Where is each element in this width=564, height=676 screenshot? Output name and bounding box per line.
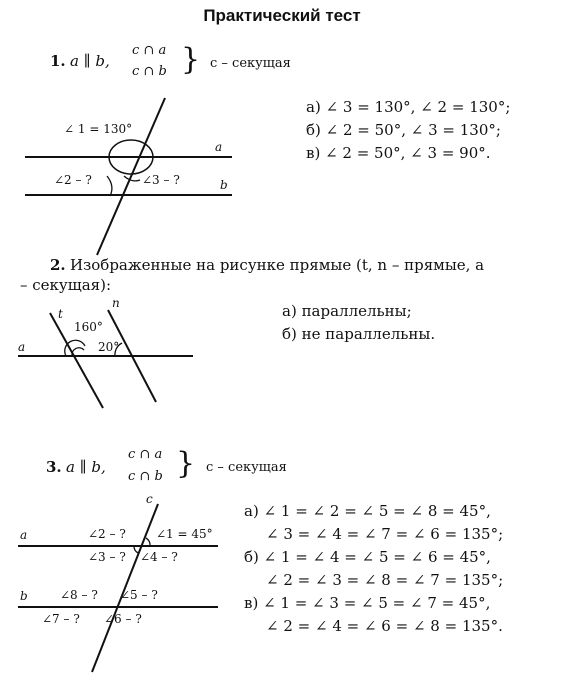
angle-arc-1 bbox=[146, 538, 150, 546]
angle-6-label: ∠6 – ? bbox=[104, 612, 142, 626]
line-a-label: a bbox=[20, 528, 28, 542]
question-number: 3. bbox=[46, 458, 62, 476]
angle-2-label: ∠2 – ? bbox=[88, 527, 126, 541]
angle-3-label: ∠3 – ? bbox=[142, 173, 180, 187]
option-b[interactable]: б) не параллельны. bbox=[282, 325, 436, 343]
system-brace: } bbox=[176, 446, 196, 481]
angle-20-label: 20° bbox=[98, 340, 120, 354]
angle-1-label: ∠ 1 = 130° bbox=[64, 122, 133, 136]
angle-1-label: ∠1 = 45° bbox=[156, 527, 213, 541]
line-t-label: t bbox=[58, 307, 63, 321]
parallel-condition: a ∥ b, bbox=[70, 52, 110, 70]
page-title: Практический тест bbox=[203, 6, 361, 25]
question-text-line-1: Изображенные на рисунке прямые (t, n – прямые, a bbox=[70, 256, 485, 274]
line-b-label: b bbox=[20, 589, 28, 603]
system-line-1: c ∩ a bbox=[128, 447, 163, 462]
parallel-condition: a ∥ b, bbox=[66, 458, 106, 476]
line-a-label: a bbox=[215, 140, 223, 154]
question-number: 2. bbox=[50, 256, 66, 274]
option-b-line-1[interactable]: б) ∠ 1 = ∠ 4 = ∠ 5 = ∠ 6 = 45°, bbox=[244, 548, 491, 566]
angle-arc-3 bbox=[134, 546, 138, 553]
angle-2-label: ∠2 – ? bbox=[54, 173, 92, 187]
angle-7-label: ∠7 – ? bbox=[42, 612, 80, 626]
option-b[interactable]: б) ∠ 2 = 50°, ∠ 3 = 130°; bbox=[306, 121, 501, 139]
system-brace: } bbox=[181, 42, 201, 77]
secant-label: c – секущая bbox=[210, 56, 291, 71]
line-n-label: n bbox=[112, 296, 120, 310]
question-number: 1. bbox=[50, 52, 66, 70]
angle-8-label: ∠8 – ? bbox=[60, 588, 98, 602]
secant-label: c – секущая bbox=[206, 460, 287, 475]
option-b-line-2: ∠ 2 = ∠ 3 = ∠ 8 = ∠ 7 = 135°; bbox=[266, 571, 504, 589]
option-a[interactable]: а) параллельны; bbox=[282, 302, 412, 320]
line-c-label: c bbox=[146, 492, 153, 506]
angle-3-label: ∠3 – ? bbox=[88, 550, 126, 564]
option-c-line-2: ∠ 2 = ∠ 4 = ∠ 6 = ∠ 8 = 135°. bbox=[266, 617, 503, 635]
system-line-2: c ∩ b bbox=[128, 469, 163, 484]
question-text-line-2: – секущая): bbox=[20, 276, 112, 294]
line-b-label: b bbox=[220, 178, 228, 192]
option-c-line-1[interactable]: в) ∠ 1 = ∠ 3 = ∠ 5 = ∠ 7 = 45°, bbox=[244, 594, 491, 612]
option-a[interactable]: а) ∠ 3 = 130°, ∠ 2 = 130°; bbox=[306, 98, 511, 116]
system-line-1: c ∩ a bbox=[132, 43, 167, 58]
angle-4-label: ∠4 – ? bbox=[140, 550, 178, 564]
angle-160-label: 160° bbox=[74, 320, 103, 334]
answer-options bbox=[244, 500, 503, 638]
option-a-line-1[interactable]: а) ∠ 1 = ∠ 2 = ∠ 5 = ∠ 8 = 45°, bbox=[244, 502, 491, 520]
system-line-2: c ∩ b bbox=[132, 64, 167, 79]
line-a-label: a bbox=[18, 340, 26, 354]
option-a-line-2: ∠ 3 = ∠ 4 = ∠ 7 = ∠ 6 = 135°; bbox=[266, 525, 504, 543]
angle-5-label: ∠5 – ? bbox=[120, 588, 158, 602]
option-c[interactable]: в) ∠ 2 = 50°, ∠ 3 = 90°. bbox=[306, 144, 491, 162]
